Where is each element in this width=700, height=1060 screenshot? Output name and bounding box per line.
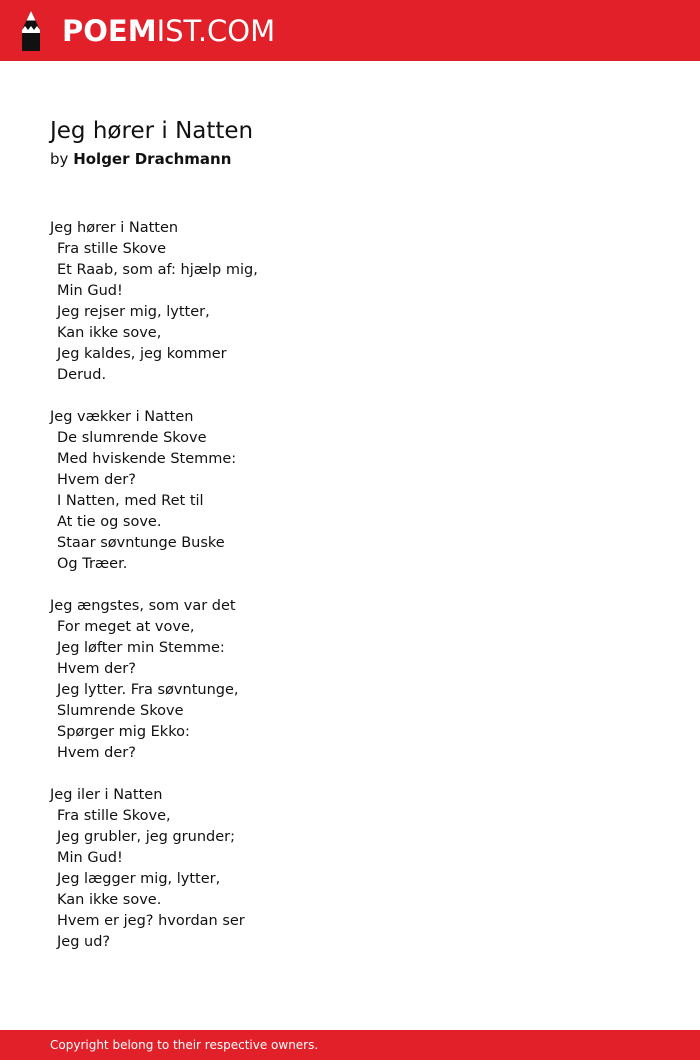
poem-line: I Natten, med Ret til [57, 493, 204, 509]
poem-line: Jeg ængstes, som var det [50, 598, 236, 614]
poem-title: Jeg hører i Natten [50, 118, 254, 144]
poem-line: Kan ikke sove. [57, 892, 162, 908]
poem-line: Jeg lægger mig, lytter, [57, 871, 221, 887]
copyright-text: Copyright belong to their respective owners. [50, 1038, 319, 1052]
poem-line: Slumrende Skove [57, 703, 184, 719]
poem-line: Hvem der? [57, 472, 136, 488]
byline [50, 149, 231, 169]
poem-line: Jeg rejser mig, lytter, [57, 304, 210, 320]
poem-body [50, 218, 650, 974]
poem-line: Jeg lytter. Fra søvntunge, [57, 682, 239, 698]
poem-line: Jeg ud? [57, 934, 111, 950]
poem-line: Jeg løfter min Stemme: [57, 640, 225, 656]
poem-line: Spørger mig Ekko: [57, 724, 190, 740]
poem-line: Hvem der? [57, 745, 136, 761]
poem-line: Med hviskende Stemme: [57, 451, 237, 467]
poem-line: Min Gud! [57, 283, 123, 299]
poem-line: At tie og sove. [57, 514, 162, 530]
poem-line: Kan ikke sove, [57, 325, 162, 341]
poem-line: Derud. [57, 367, 107, 383]
stanza [50, 218, 650, 386]
stanza [50, 596, 650, 764]
pencil-tip-icon[interactable] [18, 10, 44, 52]
poem-line: For meget at vove, [57, 619, 195, 635]
poem-line: Jeg hører i Natten [50, 220, 179, 236]
site-header [0, 0, 700, 61]
brand-light-text: IST.COM [156, 14, 276, 48]
poem-line: Jeg iler i Natten [50, 787, 163, 803]
stanza [50, 785, 650, 953]
poem-line: De slumrende Skove [57, 430, 207, 446]
brand-bold-text: POEM [62, 14, 157, 48]
poem-line: Og Træer. [57, 556, 128, 572]
poem-line: Min Gud! [57, 850, 123, 866]
stanza [50, 407, 650, 575]
poem-line: Hvem er jeg? hvordan ser [57, 913, 245, 929]
poem-line: Staar søvntunge Buske [57, 535, 225, 551]
poem-line: Jeg vækker i Natten [50, 409, 194, 425]
site-footer [0, 1030, 700, 1060]
poem-line: Fra stille Skove, [57, 808, 171, 824]
poem-line: Jeg kaldes, jeg kommer [57, 346, 227, 362]
poem-line: Hvem der? [57, 661, 136, 677]
poem-line: Fra stille Skove [57, 241, 167, 257]
poem-line: Et Raab, som af: hjælp mig, [57, 262, 258, 278]
poem-line: Jeg grubler, jeg grunder; [57, 829, 235, 845]
poem-author: Holger Drachmann [73, 150, 232, 168]
site-logo-link[interactable] [62, 13, 275, 49]
by-label: by [50, 150, 69, 168]
